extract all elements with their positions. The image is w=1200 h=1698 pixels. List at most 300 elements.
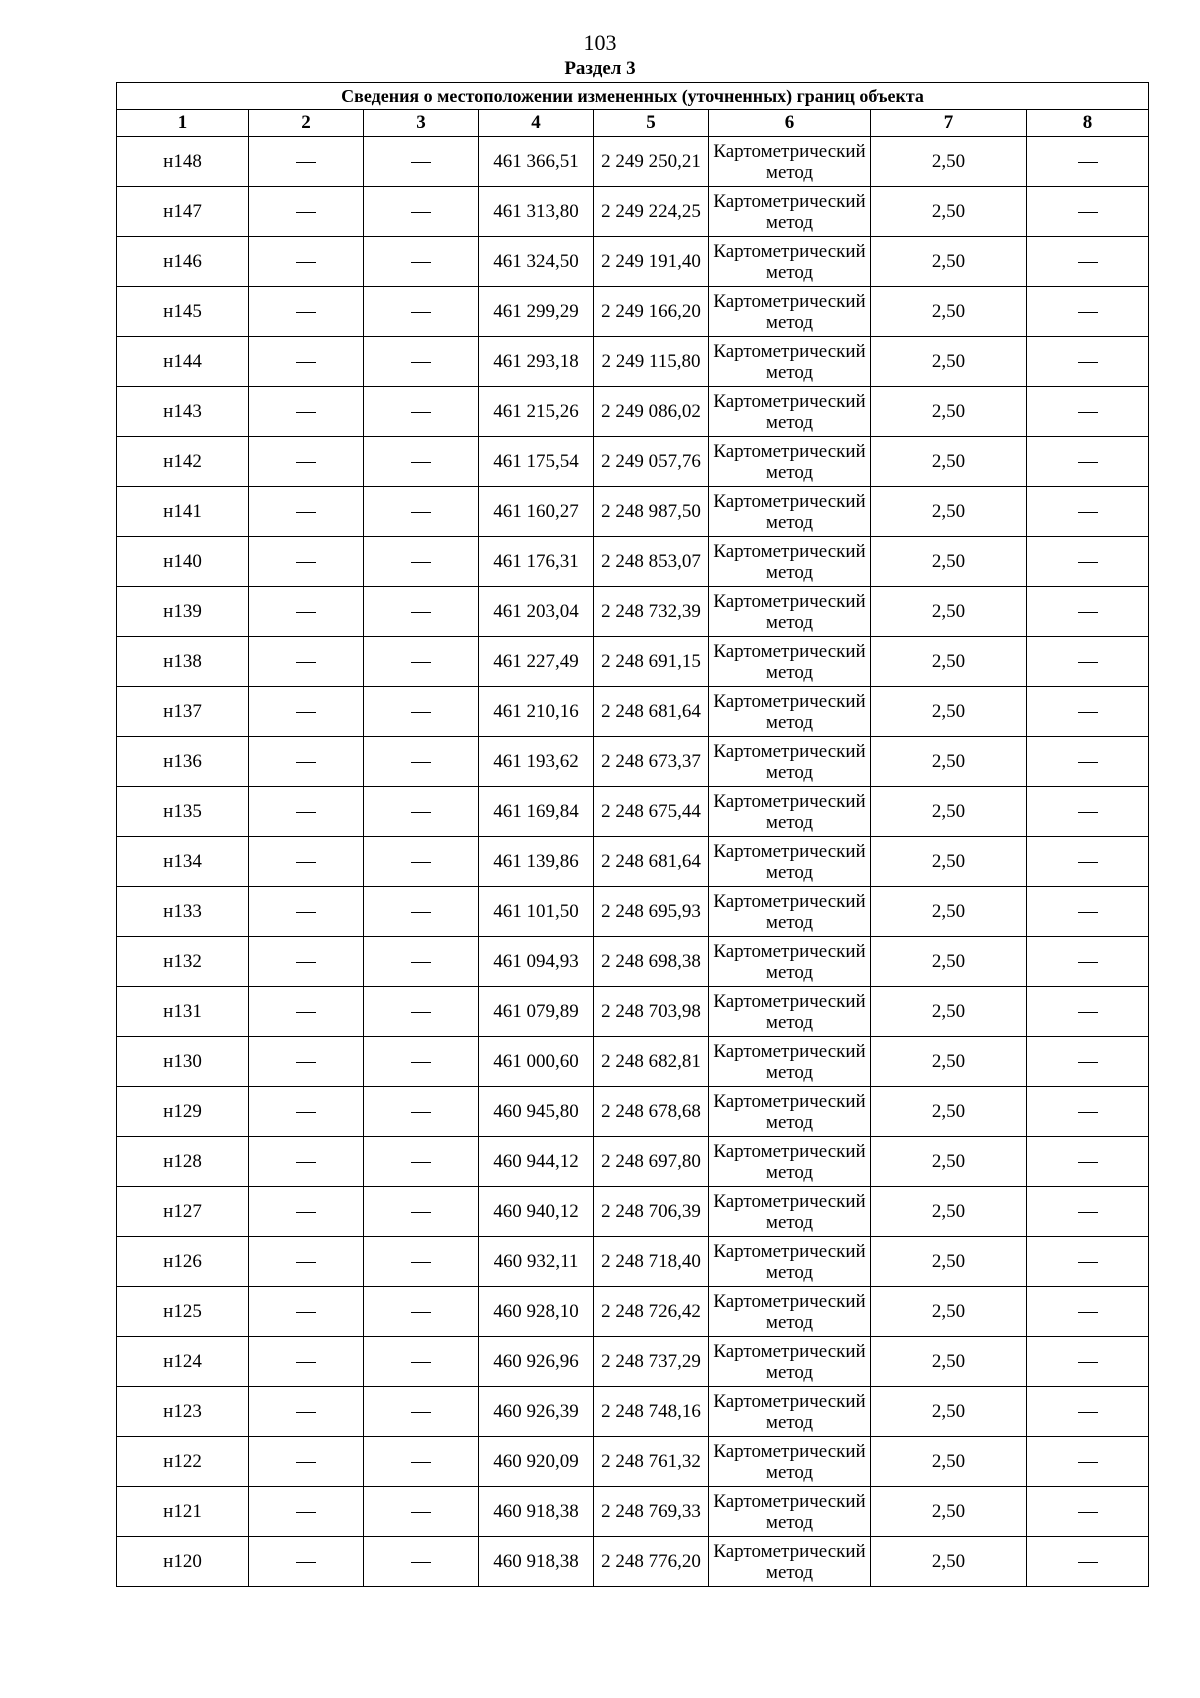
dash-mark bbox=[1078, 712, 1098, 713]
empty-dash-cell bbox=[249, 1387, 364, 1437]
accuracy-cell: 2,50 bbox=[871, 187, 1027, 237]
empty-dash-cell bbox=[1027, 437, 1149, 487]
method-cell: Картометрический метод bbox=[709, 1137, 871, 1187]
y-coordinate-cell: 2 248 706,39 bbox=[594, 1187, 709, 1237]
accuracy-cell: 2,50 bbox=[871, 487, 1027, 537]
dash-mark bbox=[411, 962, 431, 963]
accuracy-cell: 2,50 bbox=[871, 787, 1027, 837]
empty-dash-cell bbox=[1027, 1037, 1149, 1087]
table-row bbox=[117, 287, 1149, 337]
table-row bbox=[117, 1237, 1149, 1287]
point-number-cell: н141 bbox=[117, 487, 249, 537]
dash-mark bbox=[296, 962, 316, 963]
empty-dash-cell bbox=[249, 1137, 364, 1187]
method-cell: Картометрический метод bbox=[709, 537, 871, 587]
dash-mark bbox=[411, 462, 431, 463]
table-caption: Сведения о местоположении измененных (уточненных) границ объекта bbox=[117, 83, 1149, 110]
dash-mark bbox=[296, 662, 316, 663]
accuracy-cell: 2,50 bbox=[871, 987, 1027, 1037]
table-row bbox=[117, 1487, 1149, 1537]
empty-dash-cell bbox=[364, 1137, 479, 1187]
method-cell: Картометрический метод bbox=[709, 137, 871, 187]
point-number-cell: н146 bbox=[117, 237, 249, 287]
empty-dash-cell bbox=[364, 937, 479, 987]
empty-dash-cell bbox=[364, 987, 479, 1037]
dash-mark bbox=[1078, 162, 1098, 163]
y-coordinate-cell: 2 248 987,50 bbox=[594, 487, 709, 537]
x-coordinate-cell: 461 000,60 bbox=[479, 1037, 594, 1087]
table-row bbox=[117, 837, 1149, 887]
y-coordinate-cell: 2 248 675,44 bbox=[594, 787, 709, 837]
point-number-cell: н125 bbox=[117, 1287, 249, 1337]
x-coordinate-cell: 460 926,96 bbox=[479, 1337, 594, 1387]
dash-mark bbox=[1078, 1112, 1098, 1113]
table-row bbox=[117, 587, 1149, 637]
dash-mark bbox=[1078, 312, 1098, 313]
empty-dash-cell bbox=[364, 287, 479, 337]
empty-dash-cell bbox=[364, 1387, 479, 1437]
dash-mark bbox=[411, 562, 431, 563]
table-row bbox=[117, 187, 1149, 237]
y-coordinate-cell: 2 248 769,33 bbox=[594, 1487, 709, 1537]
x-coordinate-cell: 461 094,93 bbox=[479, 937, 594, 987]
table-row bbox=[117, 1087, 1149, 1137]
dash-mark bbox=[1078, 962, 1098, 963]
empty-dash-cell bbox=[1027, 1187, 1149, 1237]
empty-dash-cell bbox=[1027, 237, 1149, 287]
y-coordinate-cell: 2 248 681,64 bbox=[594, 687, 709, 737]
dash-mark bbox=[411, 1512, 431, 1513]
dash-mark bbox=[411, 412, 431, 413]
accuracy-cell: 2,50 bbox=[871, 1187, 1027, 1237]
empty-dash-cell bbox=[364, 837, 479, 887]
method-cell: Картометрический метод bbox=[709, 1187, 871, 1237]
table-row bbox=[117, 1287, 1149, 1337]
dash-mark bbox=[1078, 912, 1098, 913]
point-number-cell: н136 bbox=[117, 737, 249, 787]
empty-dash-cell bbox=[249, 137, 364, 187]
point-number-cell: н137 bbox=[117, 687, 249, 737]
x-coordinate-cell: 460 932,11 bbox=[479, 1237, 594, 1287]
dash-mark bbox=[1078, 362, 1098, 363]
dash-mark bbox=[1078, 1212, 1098, 1213]
y-coordinate-cell: 2 249 166,20 bbox=[594, 287, 709, 337]
x-coordinate-cell: 461 176,31 bbox=[479, 537, 594, 587]
method-cell: Картометрический метод bbox=[709, 287, 871, 337]
dash-mark bbox=[1078, 612, 1098, 613]
x-coordinate-cell: 460 920,09 bbox=[479, 1437, 594, 1487]
method-cell: Картометрический метод bbox=[709, 337, 871, 387]
table-row bbox=[117, 1387, 1149, 1437]
column-number: 7 bbox=[871, 110, 1027, 137]
dash-mark bbox=[296, 1462, 316, 1463]
table-row bbox=[117, 937, 1149, 987]
x-coordinate-cell: 461 366,51 bbox=[479, 137, 594, 187]
dash-mark bbox=[296, 1362, 316, 1363]
point-number-cell: н145 bbox=[117, 287, 249, 337]
empty-dash-cell bbox=[1027, 187, 1149, 237]
method-cell: Картометрический метод bbox=[709, 1337, 871, 1387]
dash-mark bbox=[411, 512, 431, 513]
point-number-cell: н126 bbox=[117, 1237, 249, 1287]
dash-mark bbox=[296, 1062, 316, 1063]
method-cell: Картометрический метод bbox=[709, 1237, 871, 1287]
x-coordinate-cell: 461 079,89 bbox=[479, 987, 594, 1037]
empty-dash-cell bbox=[1027, 987, 1149, 1037]
method-cell: Картометрический метод bbox=[709, 437, 871, 487]
point-number-cell: н124 bbox=[117, 1337, 249, 1387]
accuracy-cell: 2,50 bbox=[871, 287, 1027, 337]
dash-mark bbox=[1078, 1462, 1098, 1463]
dash-mark bbox=[296, 1012, 316, 1013]
table-row bbox=[117, 1137, 1149, 1187]
empty-dash-cell bbox=[364, 1437, 479, 1487]
dash-mark bbox=[1078, 462, 1098, 463]
dash-mark bbox=[296, 462, 316, 463]
empty-dash-cell bbox=[1027, 387, 1149, 437]
accuracy-cell: 2,50 bbox=[871, 1237, 1027, 1287]
table-row bbox=[117, 687, 1149, 737]
empty-dash-cell bbox=[364, 187, 479, 237]
empty-dash-cell bbox=[249, 387, 364, 437]
y-coordinate-cell: 2 248 718,40 bbox=[594, 1237, 709, 1287]
empty-dash-cell bbox=[1027, 537, 1149, 587]
empty-dash-cell bbox=[1027, 1137, 1149, 1187]
point-number-cell: н138 bbox=[117, 637, 249, 687]
dash-mark bbox=[411, 362, 431, 363]
page-number: 103 bbox=[583, 30, 617, 55]
dash-mark bbox=[1078, 1062, 1098, 1063]
empty-dash-cell bbox=[249, 637, 364, 687]
method-cell: Картометрический метод bbox=[709, 237, 871, 287]
accuracy-cell: 2,50 bbox=[871, 887, 1027, 937]
table-row bbox=[117, 987, 1149, 1037]
point-number-cell: н148 bbox=[117, 137, 249, 187]
point-number-cell: н130 bbox=[117, 1037, 249, 1087]
empty-dash-cell bbox=[249, 437, 364, 487]
y-coordinate-cell: 2 248 673,37 bbox=[594, 737, 709, 787]
table-row bbox=[117, 1187, 1149, 1237]
method-cell: Картометрический метод bbox=[709, 1437, 871, 1487]
empty-dash-cell bbox=[249, 287, 364, 337]
dash-mark bbox=[411, 162, 431, 163]
empty-dash-cell bbox=[1027, 937, 1149, 987]
table-row bbox=[117, 887, 1149, 937]
empty-dash-cell bbox=[364, 1087, 479, 1137]
x-coordinate-cell: 460 918,38 bbox=[479, 1537, 594, 1587]
dash-mark bbox=[411, 862, 431, 863]
point-number-cell: н123 bbox=[117, 1387, 249, 1437]
empty-dash-cell bbox=[249, 1087, 364, 1137]
empty-dash-cell bbox=[1027, 687, 1149, 737]
point-number-cell: н134 bbox=[117, 837, 249, 887]
dash-mark bbox=[296, 312, 316, 313]
empty-dash-cell bbox=[249, 837, 364, 887]
empty-dash-cell bbox=[249, 737, 364, 787]
dash-mark bbox=[296, 1512, 316, 1513]
dash-mark bbox=[1078, 812, 1098, 813]
accuracy-cell: 2,50 bbox=[871, 1487, 1027, 1537]
method-cell: Картометрический метод bbox=[709, 1087, 871, 1137]
method-cell: Картометрический метод bbox=[709, 1387, 871, 1437]
empty-dash-cell bbox=[249, 1537, 364, 1587]
dash-mark bbox=[296, 612, 316, 613]
x-coordinate-cell: 461 293,18 bbox=[479, 337, 594, 387]
dash-mark bbox=[1078, 1412, 1098, 1413]
empty-dash-cell bbox=[249, 587, 364, 637]
accuracy-cell: 2,50 bbox=[871, 537, 1027, 587]
empty-dash-cell bbox=[1027, 337, 1149, 387]
dash-mark bbox=[296, 862, 316, 863]
dash-mark bbox=[411, 712, 431, 713]
y-coordinate-cell: 2 248 681,64 bbox=[594, 837, 709, 887]
empty-dash-cell bbox=[249, 987, 364, 1037]
y-coordinate-cell: 2 248 737,29 bbox=[594, 1337, 709, 1387]
table-row bbox=[117, 387, 1149, 437]
empty-dash-cell bbox=[364, 437, 479, 487]
x-coordinate-cell: 460 928,10 bbox=[479, 1287, 594, 1337]
table-row bbox=[117, 537, 1149, 587]
x-coordinate-cell: 461 175,54 bbox=[479, 437, 594, 487]
y-coordinate-cell: 2 248 726,42 bbox=[594, 1287, 709, 1337]
empty-dash-cell bbox=[364, 1037, 479, 1087]
point-number-cell: н132 bbox=[117, 937, 249, 987]
dash-mark bbox=[296, 362, 316, 363]
empty-dash-cell bbox=[1027, 1237, 1149, 1287]
empty-dash-cell bbox=[364, 387, 479, 437]
empty-dash-cell bbox=[249, 687, 364, 737]
empty-dash-cell bbox=[364, 1337, 479, 1387]
dash-mark bbox=[296, 1412, 316, 1413]
empty-dash-cell bbox=[249, 1037, 364, 1087]
accuracy-cell: 2,50 bbox=[871, 1337, 1027, 1387]
dash-mark bbox=[296, 712, 316, 713]
dash-mark bbox=[296, 1312, 316, 1313]
x-coordinate-cell: 461 169,84 bbox=[479, 787, 594, 837]
point-number-cell: н135 bbox=[117, 787, 249, 837]
accuracy-cell: 2,50 bbox=[871, 1437, 1027, 1487]
dash-mark bbox=[1078, 1562, 1098, 1563]
table-row bbox=[117, 1337, 1149, 1387]
empty-dash-cell bbox=[364, 587, 479, 637]
x-coordinate-cell: 461 101,50 bbox=[479, 887, 594, 937]
dash-mark bbox=[411, 812, 431, 813]
column-number: 5 bbox=[594, 110, 709, 137]
point-number-cell: н139 bbox=[117, 587, 249, 637]
empty-dash-cell bbox=[249, 1487, 364, 1537]
empty-dash-cell bbox=[364, 1187, 479, 1237]
dash-mark bbox=[1078, 1512, 1098, 1513]
method-cell: Картометрический метод bbox=[709, 1537, 871, 1587]
y-coordinate-cell: 2 249 250,21 bbox=[594, 137, 709, 187]
table-row bbox=[117, 737, 1149, 787]
empty-dash-cell bbox=[249, 1337, 364, 1387]
method-cell: Картометрический метод bbox=[709, 887, 871, 937]
empty-dash-cell bbox=[364, 787, 479, 837]
empty-dash-cell bbox=[249, 887, 364, 937]
point-number-cell: н140 bbox=[117, 537, 249, 587]
x-coordinate-cell: 461 203,04 bbox=[479, 587, 594, 637]
y-coordinate-cell: 2 248 703,98 bbox=[594, 987, 709, 1037]
dash-mark bbox=[411, 1062, 431, 1063]
dash-mark bbox=[411, 312, 431, 313]
dash-mark bbox=[411, 262, 431, 263]
empty-dash-cell bbox=[1027, 137, 1149, 187]
empty-dash-cell bbox=[249, 487, 364, 537]
column-number: 8 bbox=[1027, 110, 1149, 137]
empty-dash-cell bbox=[1027, 287, 1149, 337]
accuracy-cell: 2,50 bbox=[871, 1137, 1027, 1187]
y-coordinate-cell: 2 248 761,32 bbox=[594, 1437, 709, 1487]
dash-mark bbox=[296, 412, 316, 413]
method-cell: Картометрический метод bbox=[709, 837, 871, 887]
empty-dash-cell bbox=[1027, 787, 1149, 837]
method-cell: Картометрический метод bbox=[709, 1487, 871, 1537]
y-coordinate-cell: 2 248 853,07 bbox=[594, 537, 709, 587]
column-number: 4 bbox=[479, 110, 594, 137]
dash-mark bbox=[296, 762, 316, 763]
table-row bbox=[117, 237, 1149, 287]
table-row bbox=[117, 787, 1149, 837]
method-cell: Картометрический метод bbox=[709, 387, 871, 437]
column-number: 2 bbox=[249, 110, 364, 137]
table-row bbox=[117, 1037, 1149, 1087]
dash-mark bbox=[411, 1312, 431, 1313]
empty-dash-cell bbox=[249, 787, 364, 837]
empty-dash-cell bbox=[249, 337, 364, 387]
empty-dash-cell bbox=[1027, 737, 1149, 787]
y-coordinate-cell: 2 248 732,39 bbox=[594, 587, 709, 637]
dash-mark bbox=[296, 1162, 316, 1163]
point-number-cell: н142 bbox=[117, 437, 249, 487]
method-cell: Картометрический метод bbox=[709, 637, 871, 687]
y-coordinate-cell: 2 249 224,25 bbox=[594, 187, 709, 237]
method-cell: Картометрический метод bbox=[709, 587, 871, 637]
empty-dash-cell bbox=[249, 1187, 364, 1237]
point-number-cell: н127 bbox=[117, 1187, 249, 1237]
method-cell: Картометрический метод bbox=[709, 687, 871, 737]
dash-mark bbox=[296, 812, 316, 813]
accuracy-cell: 2,50 bbox=[871, 637, 1027, 687]
dash-mark bbox=[296, 912, 316, 913]
empty-dash-cell bbox=[364, 637, 479, 687]
point-number-cell: н120 bbox=[117, 1537, 249, 1587]
x-coordinate-cell: 461 227,49 bbox=[479, 637, 594, 687]
dash-mark bbox=[411, 912, 431, 913]
dash-mark bbox=[1078, 1012, 1098, 1013]
dash-mark bbox=[411, 1112, 431, 1113]
point-number-cell: н128 bbox=[117, 1137, 249, 1187]
dash-mark bbox=[1078, 662, 1098, 663]
dash-mark bbox=[411, 1562, 431, 1563]
dash-mark bbox=[296, 212, 316, 213]
method-cell: Картометрический метод bbox=[709, 987, 871, 1037]
method-cell: Картометрический метод bbox=[709, 1287, 871, 1337]
dash-mark bbox=[411, 762, 431, 763]
x-coordinate-cell: 461 139,86 bbox=[479, 837, 594, 887]
method-cell: Картометрический метод bbox=[709, 737, 871, 787]
empty-dash-cell bbox=[249, 537, 364, 587]
accuracy-cell: 2,50 bbox=[871, 1287, 1027, 1337]
accuracy-cell: 2,50 bbox=[871, 937, 1027, 987]
dash-mark bbox=[1078, 1162, 1098, 1163]
x-coordinate-cell: 461 210,16 bbox=[479, 687, 594, 737]
empty-dash-cell bbox=[364, 337, 479, 387]
table-row bbox=[117, 487, 1149, 537]
column-number: 6 bbox=[709, 110, 871, 137]
table-row bbox=[117, 337, 1149, 387]
empty-dash-cell bbox=[364, 1487, 479, 1537]
dash-mark bbox=[411, 1012, 431, 1013]
dash-mark bbox=[411, 1462, 431, 1463]
empty-dash-cell bbox=[364, 687, 479, 737]
dash-mark bbox=[411, 1362, 431, 1363]
empty-dash-cell bbox=[249, 237, 364, 287]
empty-dash-cell bbox=[364, 1287, 479, 1337]
empty-dash-cell bbox=[1027, 1087, 1149, 1137]
empty-dash-cell bbox=[249, 1437, 364, 1487]
accuracy-cell: 2,50 bbox=[871, 587, 1027, 637]
dash-mark bbox=[1078, 762, 1098, 763]
column-number: 3 bbox=[364, 110, 479, 137]
point-number-cell: н147 bbox=[117, 187, 249, 237]
y-coordinate-cell: 2 248 678,68 bbox=[594, 1087, 709, 1137]
empty-dash-cell bbox=[364, 487, 479, 537]
section-title: Раздел 3 bbox=[564, 58, 636, 79]
empty-dash-cell bbox=[1027, 837, 1149, 887]
empty-dash-cell bbox=[1027, 1387, 1149, 1437]
table-row bbox=[117, 437, 1149, 487]
dash-mark bbox=[411, 212, 431, 213]
empty-dash-cell bbox=[249, 937, 364, 987]
dash-mark bbox=[1078, 862, 1098, 863]
y-coordinate-cell: 2 248 776,20 bbox=[594, 1537, 709, 1587]
accuracy-cell: 2,50 bbox=[871, 437, 1027, 487]
dash-mark bbox=[296, 1262, 316, 1263]
accuracy-cell: 2,50 bbox=[871, 1037, 1027, 1087]
y-coordinate-cell: 2 248 697,80 bbox=[594, 1137, 709, 1187]
y-coordinate-cell: 2 248 748,16 bbox=[594, 1387, 709, 1437]
empty-dash-cell bbox=[1027, 637, 1149, 687]
point-number-cell: н144 bbox=[117, 337, 249, 387]
dash-mark bbox=[296, 562, 316, 563]
x-coordinate-cell: 461 193,62 bbox=[479, 737, 594, 787]
empty-dash-cell bbox=[1027, 1537, 1149, 1587]
accuracy-cell: 2,50 bbox=[871, 837, 1027, 887]
empty-dash-cell bbox=[1027, 1437, 1149, 1487]
dash-mark bbox=[296, 1212, 316, 1213]
x-coordinate-cell: 461 313,80 bbox=[479, 187, 594, 237]
accuracy-cell: 2,50 bbox=[871, 1387, 1027, 1437]
empty-dash-cell bbox=[364, 1237, 479, 1287]
dash-mark bbox=[296, 162, 316, 163]
dash-mark bbox=[411, 1162, 431, 1163]
x-coordinate-cell: 460 918,38 bbox=[479, 1487, 594, 1537]
method-cell: Картометрический метод bbox=[709, 487, 871, 537]
dash-mark bbox=[296, 262, 316, 263]
dash-mark bbox=[296, 1112, 316, 1113]
accuracy-cell: 2,50 bbox=[871, 687, 1027, 737]
point-number-cell: н122 bbox=[117, 1437, 249, 1487]
y-coordinate-cell: 2 249 057,76 bbox=[594, 437, 709, 487]
empty-dash-cell bbox=[249, 1287, 364, 1337]
dash-mark bbox=[1078, 1362, 1098, 1363]
table-row bbox=[117, 637, 1149, 687]
table-body bbox=[117, 137, 1149, 1587]
method-cell: Картометрический метод bbox=[709, 787, 871, 837]
method-cell: Картометрический метод bbox=[709, 937, 871, 987]
x-coordinate-cell: 460 945,80 bbox=[479, 1087, 594, 1137]
